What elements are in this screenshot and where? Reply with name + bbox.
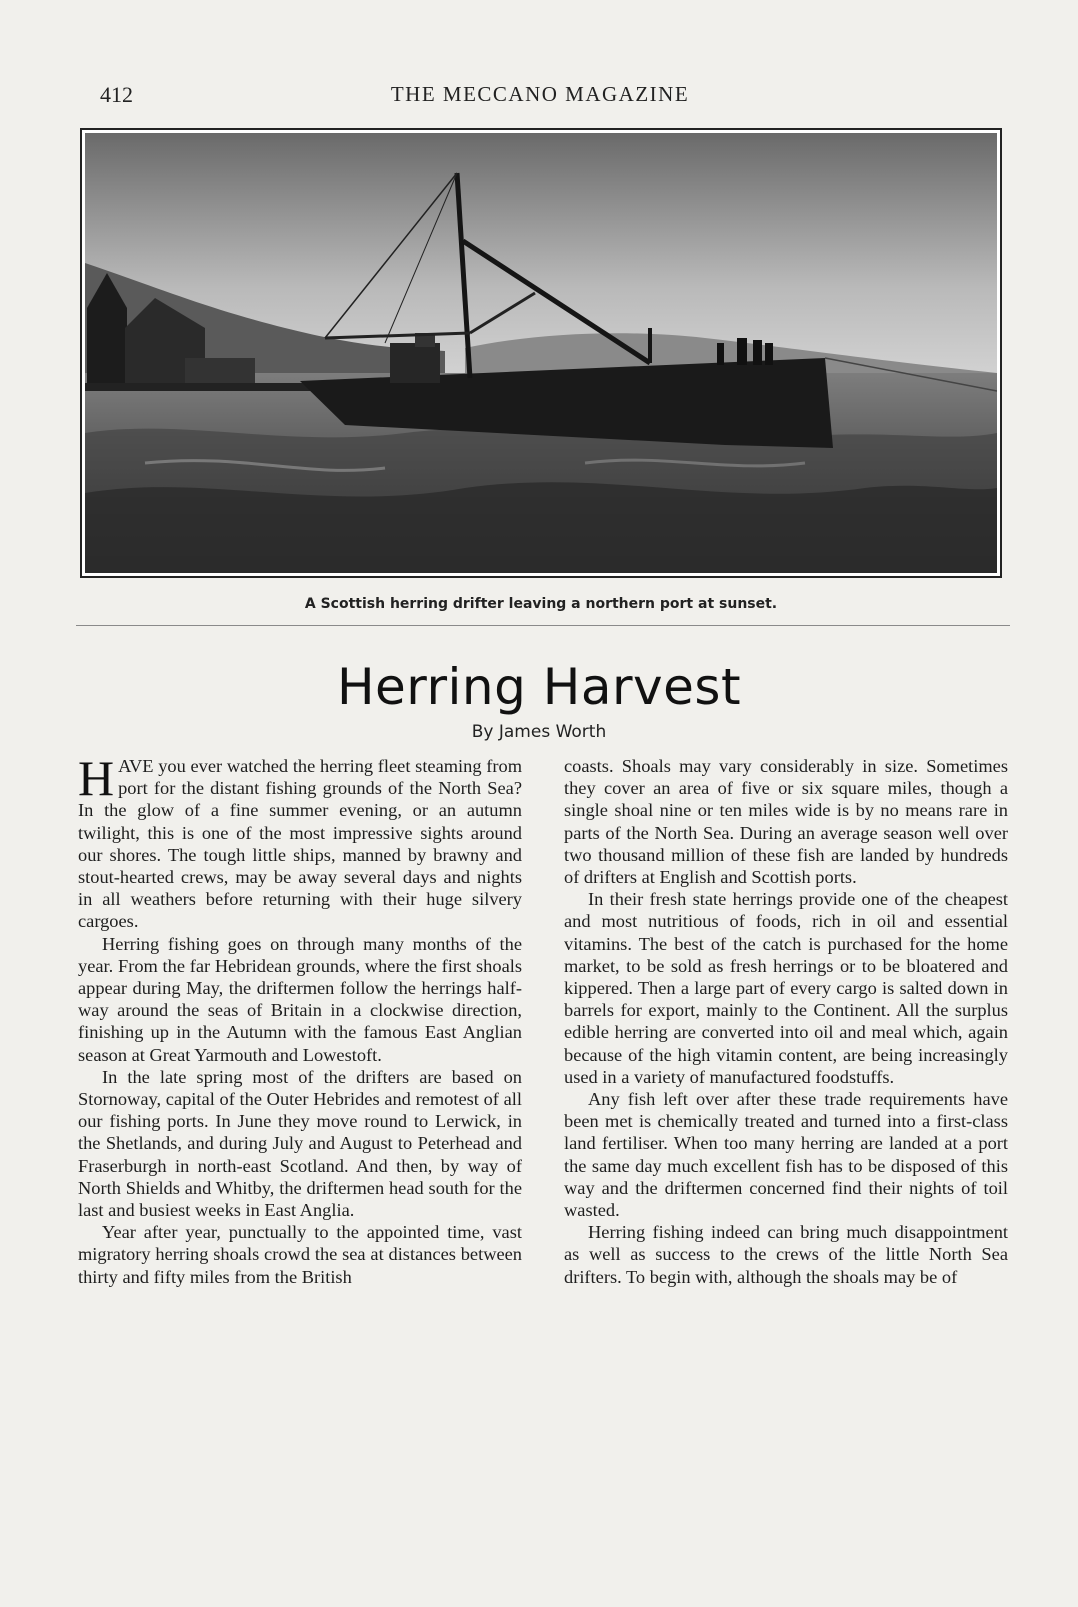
article-byline: By James Worth bbox=[471, 722, 607, 742]
photo-caption: A Scottish herring drifter leaving a northern port at sunset. bbox=[304, 596, 778, 612]
paragraph: Herring fishing goes on through many months of the year. From the far Hebridean grounds, where the first shoals appear during May, the driftermen follow the herrings half-way around the seas of Britain in a clockwise direction, finishing up in the Autumn with the famous East Anglian season at Great Yarmouth and Lowestoft. bbox=[78, 933, 522, 1065]
paragraph: Year after year, punctually to the appointed time, vast migratory herring shoals crowd the sea at distances between thirty and fifty miles from the British bbox=[78, 1222, 522, 1287]
paragraph: In the late spring most of the drifters are based on Stornoway, capital of the Outer Hebrides and remotest of all our fishing ports. In June they move round to Lerwick, in the Shetlands, and during July and August to Peterhead and Fraserburgh in north-east Scotland. And then, by way of North Shields and Whitby, the driftermen head south for the last and busiest weeks in East Anglia. bbox=[78, 1066, 522, 1221]
drop-cap: H bbox=[78, 750, 115, 806]
paragraph bbox=[78, 750, 522, 933]
section-divider bbox=[76, 625, 1010, 626]
article-column-left bbox=[78, 750, 522, 1288]
paragraph: Herring fishing indeed can bring much disappointment as well as success to the crews of the little North Sea drifters. To begin with, although the shoals may be of bbox=[564, 1222, 1008, 1287]
magazine-title: THE MECCANO MAGAZINE bbox=[390, 82, 690, 106]
article-title: Herring Harvest bbox=[336, 658, 742, 716]
article-column-right bbox=[564, 755, 1008, 1288]
photo-frame bbox=[80, 128, 1002, 578]
paragraph: Any fish left over after these trade requirements have been met is chemically treated and turned into a first-class land fertiliser. When too many herring are landed at a port the same day much excellent fish has to be disposed of this way and the driftermen concerned find their nights of toil wasted. bbox=[564, 1089, 1008, 1221]
paragraph: coasts. Shoals may vary considerably in size. Sometimes they cover an area of five or six square miles, though a single shoal nine or ten miles wide is by no means rare in parts of the North Sea. During an average season well over two thousand million of these fish are landed by hundreds of drifters at English and Scottish ports. bbox=[564, 756, 1008, 888]
page-header bbox=[100, 82, 980, 112]
paragraph: In their fresh state herrings provide one of the cheapest and most nutritious of foods, rich in oil and essential vitamins. The best of the catch is purchased for the home market, to be sold as fresh herrings or to be bloatered and kippered. Then a large part of every cargo is salted down in barrels for export, mainly to the Continent. All the surplus edible herring are converted into oil and meal which, again because of the high vitamin content, are being increasingly used in a variety of manufactured foodstuffs. bbox=[564, 889, 1008, 1087]
drifter-photo bbox=[85, 133, 997, 573]
page-number: 412 bbox=[100, 82, 133, 107]
paragraph-text: AVE you ever watched the herring fleet steaming from port for the distant fishing grounds of the North Sea? In the glow of a fine summer evening, or an autumn twilight, this is one of the most impressive sights around our shores. The tough little ships, manned by brawny and stout-hearted crews, may be away several days and nights in all weathers before returning with their huge silvery cargoes. bbox=[78, 756, 522, 932]
